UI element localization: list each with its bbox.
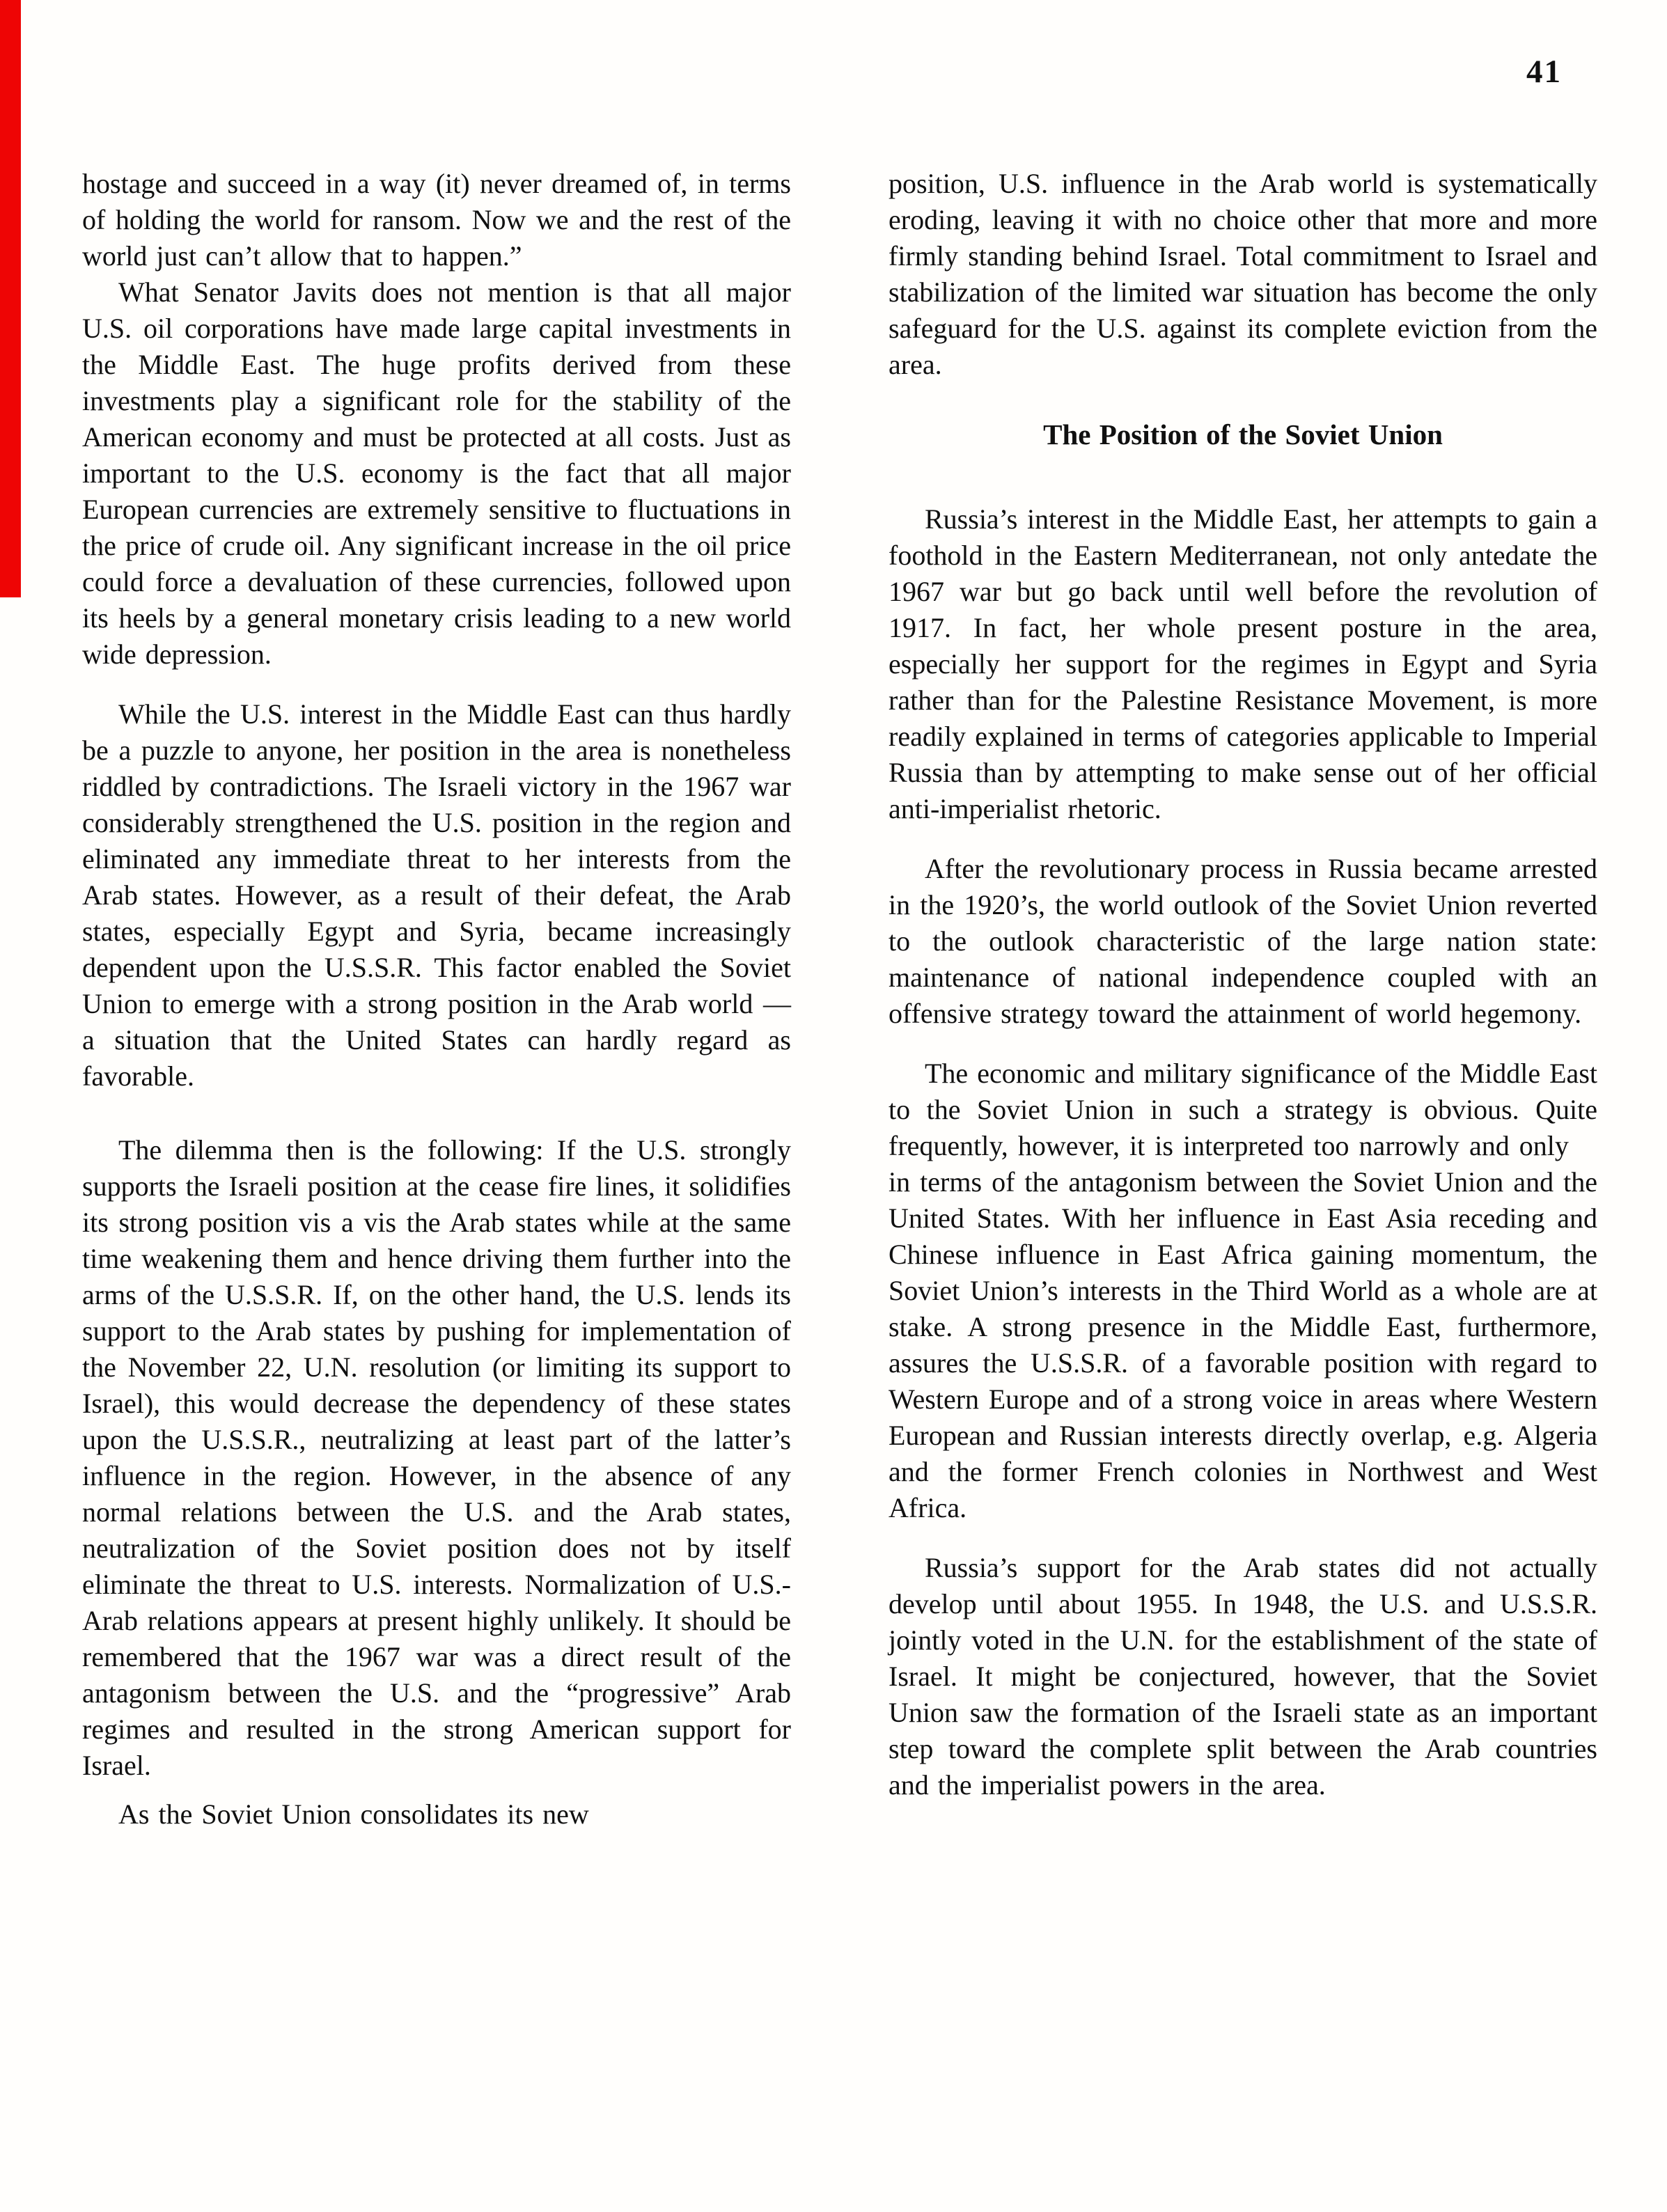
left-column <box>82 166 791 1833</box>
paragraph: As the Soviet Union consolidates its new <box>118 1798 589 1830</box>
section-heading: The Position of the Soviet Union <box>1043 418 1443 450</box>
paragraph: The dilemma then is the following: If the U.S. strongly supports the Israeli position at the cease fire lines, it solidifies its strong position vis a vis the Arab states while at the same time weakening them and hence driving them further into the arms of the U.S.S.R. If, on the other hand, the U.S. lends its support to the Arab states by pushing for implementation of the November 22, U.N. resolution (or limiting its support to Israel), this would decrease the dependency of these states upon the U.S.S.R., neutralizing at least part of the latter’s influence in the region. However, in the absence of any normal relations between the U.S. and the Arab states, neutralization of the Soviet position does not by itself eliminate the threat to U.S. interests. Normalization of U.S.-Arab relations appears at present highly unlikely. It should be remembered that the 1967 war was a direct result of the antagonism between the U.S. and the “progressive” Arab regimes and resulted in the strong American support for Israel. <box>82 1134 791 1781</box>
paragraph: The economic and military significance of the Middle East to the Soviet Union in such a strategy is obvious. Quite frequently, however, it is interpreted too narrowly and only in terms of the antagonism between the Soviet Union and the United States. With her influence in East Asia receding and Chinese influence in East Africa gaining momentum, the Soviet Union’s interests in the Third World as a whole are at stake. A strong presence in the Middle East, furthermore, assures the U.S.S.R. of a favorable position with regard to Western Europe and of a strong voice in areas where Western European and Russian interests directly overlap, e.g. Algeria and the former French colonies in Northwest and West Africa. <box>889 1058 1597 1523</box>
paragraph: What Senator Javits does not mention is that all major U.S. oil corporations have made large capital investments in the Middle East. The huge profits derived from these investments play a significant role for the stability of the American economy and must be protected at all costs. Just as important to the U.S. economy is the fact that all major European currencies are extremely sensitive to fluctuations in the price of crude oil. Any significant increase in the oil price could force a devaluation of these currencies, followed upon its heels by a general monetary crisis leading to a new world wide depression. <box>82 276 791 670</box>
paragraph: Russia’s support for the Arab states did not actually develop until about 1955. In 1948, the U.S. and U.S.S.R. jointly voted in the U.N. for the establishment of the state of Israel. It might be conjectured, however, that the Soviet Union saw the formation of the Israeli state as an important step toward the complete split between the Arab countries and the imperialist powers in the area. <box>889 1552 1597 1801</box>
page-number: 41 <box>1526 54 1562 90</box>
paragraph: hostage and succeed in a way (it) never dreamed of, in terms of holding the world for ransom. Now we and the rest of the world just can’t allow that to happen.” <box>82 168 791 272</box>
right-column <box>889 166 1597 1803</box>
paragraph: While the U.S. interest in the Middle East can thus hardly be a puzzle to anyone, her position in the area is nonetheless riddled by contradictions. The Israeli victory in the 1967 war considerably strengthened the U.S. position in the region and eliminated any immediate threat to her interests from the Arab states. However, as a result of their defeat, the Arab states, especially Egypt and Syria, became increasingly dependent upon the U.S.S.R. This factor enabled the Soviet Union to emerge with a strong position in the Arab world — a situation that the United States can hardly regard as favorable. <box>82 698 791 1092</box>
paragraph: After the revolutionary process in Russia became arrested in the 1920’s, the world outlook of the Soviet Union reverted to the outlook characteristic of the large nation state: maintenance of national independence coupled with an offensive strategy toward the attainment of world hegemony. <box>889 853 1597 1029</box>
paragraph: position, U.S. influence in the Arab world is systematically eroding, leaving it with no choice other that more and more firmly standing behind Israel. Total commitment to Israel and stabilization of the limited war situation has become the only safeguard for the U.S. against its complete eviction from the area. <box>889 168 1597 380</box>
red-edge-strip <box>0 0 21 597</box>
paragraph: Russia’s interest in the Middle East, her attempts to gain a foothold in the Eastern Mediterranean, not only antedate the 1967 war but go back until well before the revolution of 1917. In fact, her whole present posture in the area, especially her support for the regimes in Egypt and Syria rather than for the Palestine Resistance Movement, is more readily explained in terms of categories applicable to Imperial Russia than by attempting to make sense out of her official anti-imperialist rhetoric. <box>889 503 1597 824</box>
